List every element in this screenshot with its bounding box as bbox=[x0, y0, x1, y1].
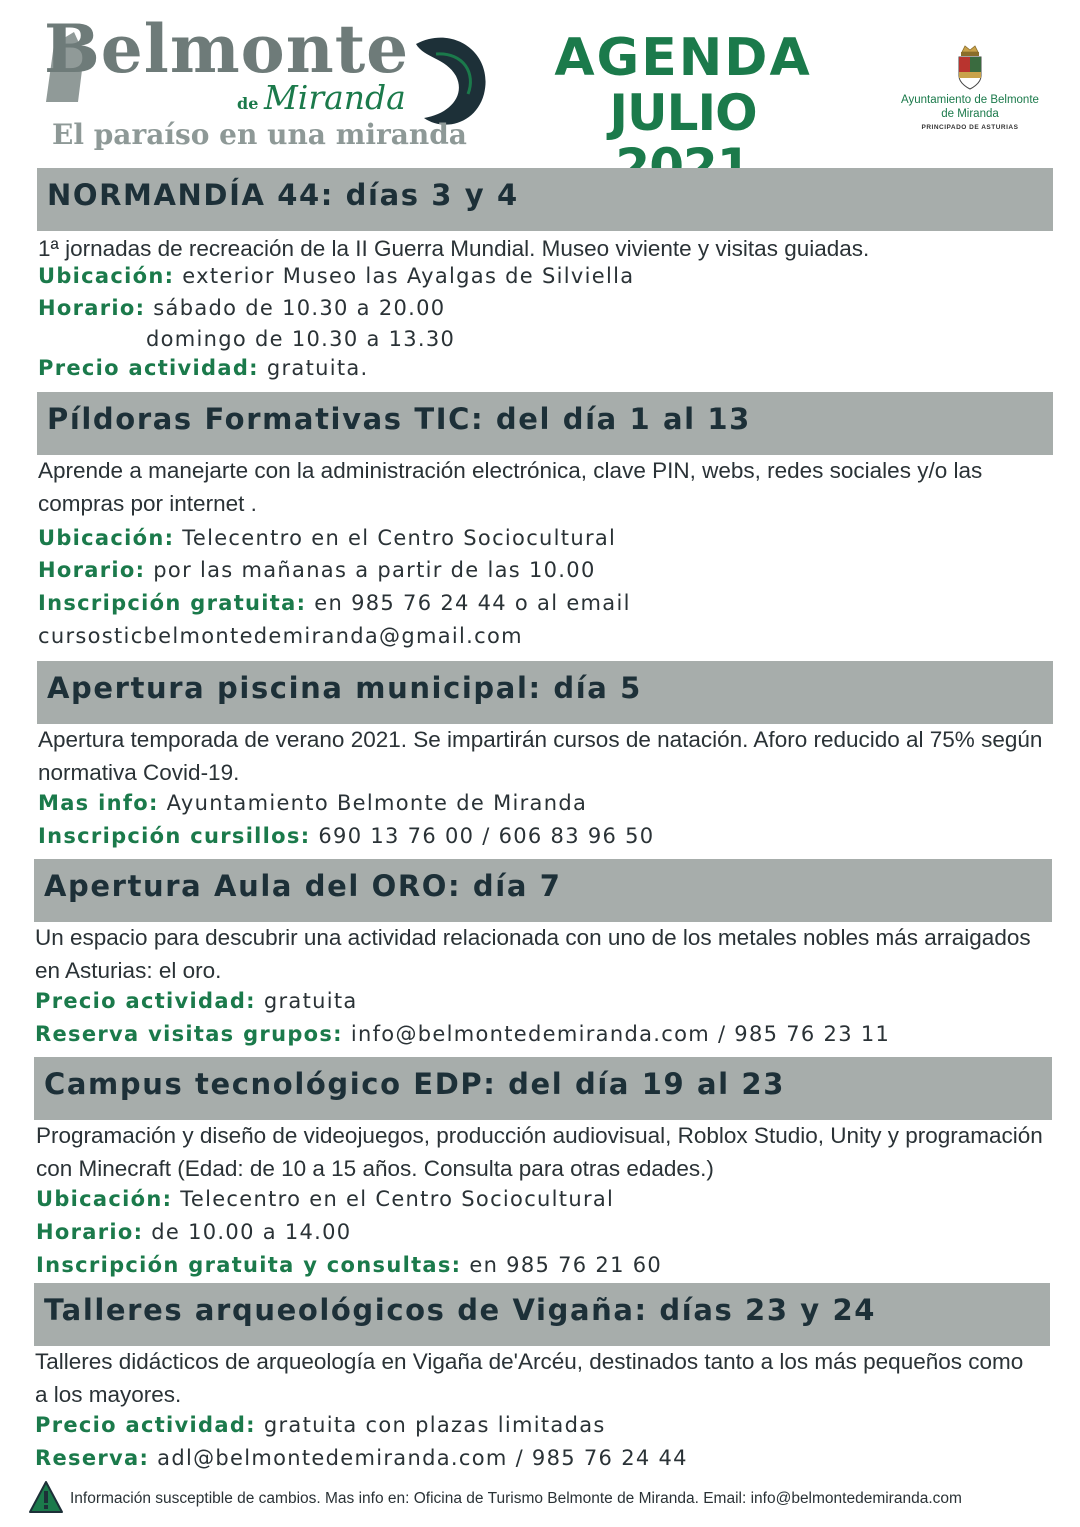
field-label: Precio actividad: bbox=[35, 1413, 256, 1437]
event-description: Programación y diseño de videojuegos, producción audiovisual, Roblox Studio, Unity y programación con Minecraft (Edad: de 10 a 15 años. Consulta para otras edades.) bbox=[36, 1123, 1043, 1181]
event-price bbox=[35, 1413, 606, 1437]
event-booking bbox=[35, 1446, 688, 1470]
field-value: de 10.00 a 14.00 bbox=[143, 1220, 352, 1244]
event-title-bar bbox=[34, 859, 1052, 922]
footer-notice bbox=[28, 1478, 1068, 1518]
coat-of-arms-icon bbox=[955, 44, 985, 90]
event-description: 1ª jornadas de recreación de la II Guerra Mundial. Museo viviente y visitas guiadas. bbox=[38, 236, 870, 261]
event-description: Un espacio para descubrir una actividad relacionada con uno de los metales nobles más arraigados en Asturias: el oro. bbox=[35, 925, 1031, 983]
event-registration bbox=[38, 824, 654, 848]
event-price bbox=[35, 989, 358, 1013]
event-title-bar bbox=[34, 1057, 1052, 1120]
event-title: Campus tecnológico EDP: del día 19 al 23 bbox=[44, 1067, 785, 1101]
council-logo bbox=[894, 44, 1046, 131]
event-booking bbox=[35, 1022, 890, 1046]
event-location bbox=[38, 526, 616, 550]
field-value: gratuita. bbox=[258, 356, 369, 380]
event-registration bbox=[38, 591, 631, 615]
logo-tagline: El paraíso en una miranda bbox=[52, 118, 467, 151]
event-location bbox=[38, 264, 634, 288]
event-price bbox=[38, 356, 369, 380]
belmonte-logo bbox=[44, 10, 494, 164]
field-label: Horario: bbox=[36, 1220, 144, 1244]
logo-script-text: Miranda bbox=[264, 78, 406, 117]
footer-text: Información susceptible de cambios. Mas info en: Oficina de Turismo Belmonte de Miranda. Email: info@belmontedemiranda.com bbox=[70, 1490, 962, 1507]
field-value[interactable]: adl@belmontedemiranda.com / 985 76 24 44 bbox=[149, 1446, 688, 1470]
event-title: Talleres arqueológicos de Vigaña: días 23 y 24 bbox=[44, 1293, 877, 1327]
field-label: Mas info: bbox=[38, 791, 159, 815]
field-value[interactable]: info@belmontedemiranda.com / 985 76 23 11 bbox=[342, 1022, 891, 1046]
field-label: Precio actividad: bbox=[38, 356, 259, 380]
agenda-title-line2: JULIO bbox=[609, 84, 757, 143]
field-label: Reserva: bbox=[35, 1446, 150, 1470]
event-description: Aprende a manejarte con la administración electrónica, clave PIN, webs, redes sociales y/o las compras por internet . bbox=[38, 458, 983, 516]
event-registration bbox=[36, 1253, 662, 1277]
agenda-title-line1: AGENDA bbox=[554, 28, 812, 88]
event-title: Apertura piscina municipal: día 5 bbox=[47, 671, 642, 705]
event-title: Píldoras Formativas TIC: del día 1 al 13 bbox=[47, 402, 751, 436]
field-value[interactable]: cursosticbelmontedemiranda@gmail.com bbox=[38, 624, 523, 648]
event-schedule bbox=[36, 1220, 351, 1244]
event-title-bar bbox=[37, 661, 1053, 724]
field-value: Ayuntamiento Belmonte de Miranda bbox=[158, 791, 588, 815]
field-label: Ubicación: bbox=[38, 264, 175, 288]
field-label: Horario: bbox=[38, 296, 146, 320]
field-value: gratuita con plazas limitadas bbox=[255, 1413, 606, 1437]
warning-icon bbox=[28, 1480, 64, 1514]
field-label: Horario: bbox=[38, 558, 146, 582]
council-name-line2: de Miranda bbox=[941, 107, 999, 120]
field-value: 690 13 76 00 / 606 83 96 50 bbox=[310, 824, 655, 848]
field-label: Inscripción gratuita y consultas: bbox=[36, 1253, 462, 1277]
event-location bbox=[36, 1187, 614, 1211]
event-email[interactable] bbox=[38, 624, 523, 648]
council-region: PRINCIPADO DE ASTURIAS bbox=[921, 123, 1019, 131]
event-description: Apertura temporada de verano 2021. Se impartirán cursos de natación. Aforo reducido al 75% según normativa Covid-19. bbox=[38, 727, 1043, 785]
field-value: exterior Museo las Ayalgas de Silviella bbox=[174, 264, 635, 288]
field-label: Ubicación: bbox=[38, 526, 175, 550]
field-value: domingo de 10.30 a 13.30 bbox=[146, 327, 456, 351]
field-label: Inscripción gratuita: bbox=[38, 591, 307, 615]
logo-de-text: de bbox=[237, 94, 259, 113]
event-title-bar bbox=[34, 1283, 1050, 1346]
field-value: gratuita bbox=[255, 989, 358, 1013]
field-value: en 985 76 21 60 bbox=[461, 1253, 663, 1277]
event-schedule-continued bbox=[146, 327, 455, 351]
field-label: Precio actividad: bbox=[35, 989, 256, 1013]
event-more-info bbox=[38, 791, 587, 815]
field-value: Telecentro en el Centro Sociocultural bbox=[174, 526, 617, 550]
field-value: sábado de 10.30 a 20.00 bbox=[145, 296, 446, 320]
field-value: Telecentro en el Centro Sociocultural bbox=[172, 1187, 615, 1211]
event-title: NORMANDÍA 44: días 3 y 4 bbox=[47, 178, 519, 212]
field-label: Reserva visitas grupos: bbox=[35, 1022, 343, 1046]
event-schedule bbox=[38, 296, 445, 320]
event-title-bar bbox=[37, 168, 1053, 231]
logo-main-text: Belmonte bbox=[44, 10, 410, 88]
council-name-line1: Ayuntamiento de Belmonte bbox=[901, 94, 1039, 106]
event-description: Talleres didácticos de arqueología en Vigaña de'Arcéu, destinados tanto a los más pequeños como a los mayores. bbox=[35, 1349, 1024, 1407]
field-value: en 985 76 24 44 o al email bbox=[306, 591, 631, 615]
field-label: Inscripción cursillos: bbox=[38, 824, 311, 848]
event-schedule bbox=[38, 558, 596, 582]
field-value: por las mañanas a partir de las 10.00 bbox=[145, 558, 596, 582]
event-title: Apertura Aula del ORO: día 7 bbox=[44, 869, 562, 903]
field-label: Ubicación: bbox=[36, 1187, 173, 1211]
event-title-bar bbox=[37, 392, 1053, 455]
